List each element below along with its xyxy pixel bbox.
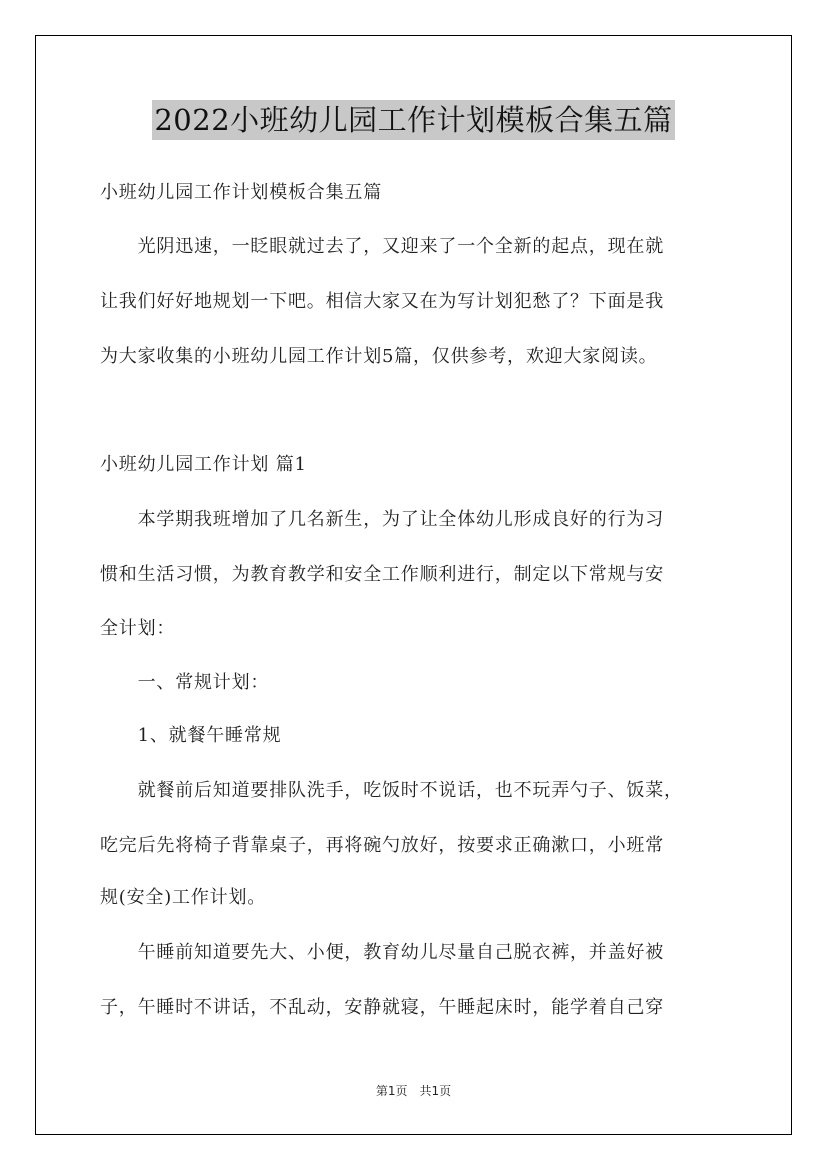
page-number-footer: 第1页 共1页 [375,1084,452,1098]
list-heading: 一、常规计划： [100,672,270,693]
paragraph-line: 为大家收集的小班幼儿园工作计划5篇，仅供参考，欢迎大家阅读。 [100,346,658,367]
paragraph-line: 吃完后先将椅子背靠桌子，再将碗勺放好，按要求正确漱口，小班常 [100,835,664,856]
paragraph-line: 午睡前知道要先大、小便，教育幼儿尽量自己脱衣裤，并盖好被 [100,942,664,963]
document-title: 2022小班幼儿园工作计划模板合集五篇 [152,100,674,140]
paragraph-line: 全计划： [100,618,176,639]
paragraph-line: 就餐前后知道要排队洗手，吃饭时不说话，也不玩弄勺子、饭菜， [100,780,683,801]
title-container [0,100,827,140]
paragraph-line: 子，午睡时不讲话，不乱动，安静就寝，午睡起床时，能学着自己穿 [100,997,664,1018]
list-subheading: 1、就餐午睡常规 [100,725,282,746]
section-heading: 小班幼儿园工作计划 篇1 [100,454,307,475]
paragraph-line: 本学期我班增加了几名新生，为了让全体幼儿形成良好的行为习 [100,509,664,530]
paragraph-line: 规(安全)工作计划。 [100,887,267,908]
paragraph-line: 让我们好好地规划一下吧。相信大家又在为写计划犯愁了？下面是我 [100,291,664,312]
paragraph-line: 光阴迅速，一眨眼就过去了，又迎来了一个全新的起点，现在就 [100,236,664,257]
subtitle-line: 小班幼儿园工作计划模板合集五篇 [100,182,382,203]
paragraph-line: 惯和生活习惯，为教育教学和安全工作顺利进行，制定以下常规与安 [100,564,664,585]
